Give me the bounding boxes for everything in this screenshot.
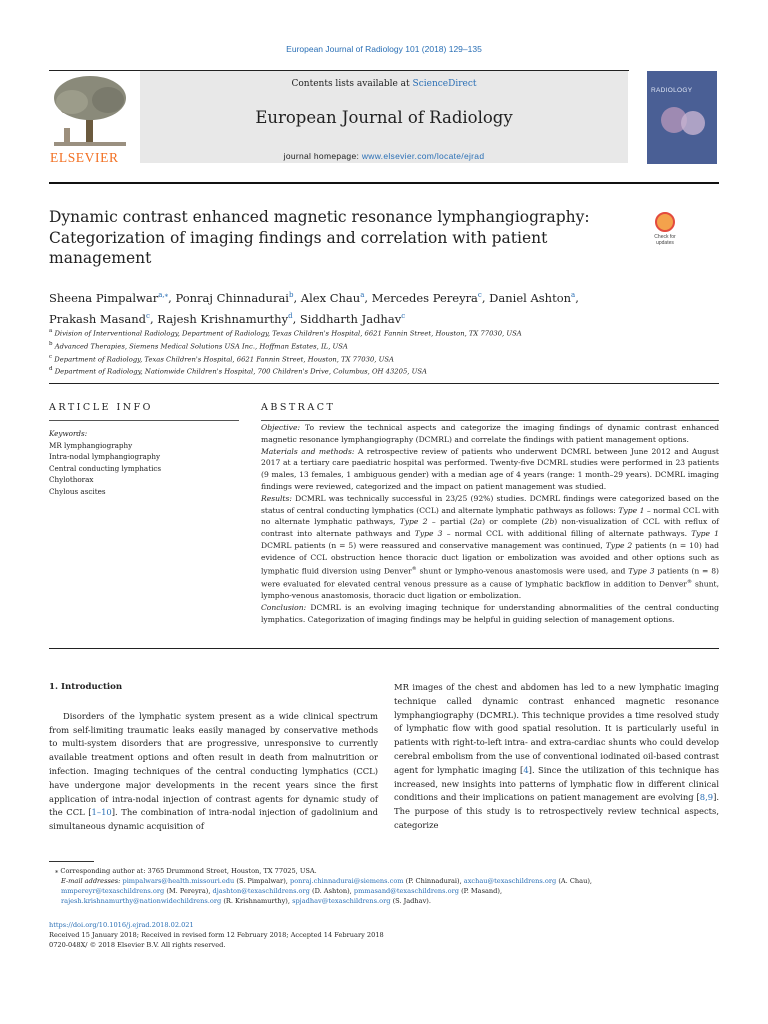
author-affiliation-mark[interactable]: b — [288, 291, 294, 299]
homepage-link[interactable]: www.elsevier.com/locate/ejrad — [361, 151, 485, 161]
affiliation-text: Department of Radiology, Nationwide Children's Hospital, 700 Children's Drive, Columbus, OH 43205, USA — [52, 367, 427, 376]
author-name: Sheena Pimpalwar — [49, 290, 159, 305]
section-heading-introduction: 1. Introduction — [49, 682, 123, 692]
author-separator: , — [149, 311, 158, 326]
results-text: – partial ( — [427, 517, 473, 527]
affiliation-line — [49, 364, 689, 377]
citation-link[interactable]: 4 — [523, 764, 529, 775]
citation-link[interactable]: 1–10 — [91, 807, 112, 818]
email-owner: (P. Masand), — [458, 887, 503, 895]
results-label: Results: — [261, 493, 292, 503]
email-owner: (S. Jadhav). — [390, 897, 431, 905]
author-affiliation-mark[interactable]: a — [571, 291, 576, 299]
keyword: Chylothorax — [49, 475, 94, 484]
email-owner: (R. Krishnamurthy), — [221, 897, 293, 905]
type-label: Type 3 — [414, 529, 443, 539]
objective-label: Objective: — [261, 423, 301, 432]
keyword: Chylous ascites — [49, 486, 106, 496]
author-separator: , — [481, 290, 490, 305]
email-link[interactable]: spjadhav@texaschildrens.org — [292, 897, 391, 905]
keyword: MR lymphangiography — [49, 440, 133, 450]
email-link[interactable]: pmmasand@texaschildrens.org — [353, 887, 459, 895]
author-name: Alex Chau — [300, 290, 361, 305]
doi-link[interactable]: https://doi.org/10.1016/j.ejrad.2018.02.021 — [49, 921, 194, 929]
journal-name: European Journal of Radiology — [255, 108, 513, 127]
type-label: Type 2 — [605, 540, 633, 550]
author-name: Siddharth Jadhav — [299, 311, 402, 326]
author-name: Rajesh Krishnamurthy — [157, 311, 289, 326]
type-label: Type 3 — [628, 566, 655, 576]
affiliations — [49, 326, 689, 377]
author-list — [49, 286, 669, 328]
affiliation-mark: b — [49, 340, 53, 347]
keywords-block — [49, 428, 239, 497]
results-text: DCMRL patients (n = 5) were reassured and conservative management was continued, — [261, 540, 606, 550]
email-link[interactable]: djashton@texaschildrens.org — [212, 887, 310, 895]
keywords-label: Keywords: — [49, 429, 88, 438]
intro-paragraph — [49, 710, 378, 834]
check-updates-icon — [655, 212, 675, 232]
author-separator: , — [575, 290, 579, 305]
conclusion-text: DCMRL is an evolving imaging technique for understanding abnormalities of the central conducting lymphatics. Categorization of imaging findings may be helpful in guiding selection of management options. — [261, 603, 719, 624]
email-link[interactable]: mmpereyr@texaschildrens.org — [61, 887, 165, 895]
author-separator: , — [292, 311, 300, 326]
info-rule — [49, 420, 239, 421]
email-owner: (P. Chinnadurai), — [403, 877, 464, 885]
affiliation-mark: c — [49, 353, 53, 360]
contents-line: Contents lists available at ScienceDirect — [291, 79, 477, 89]
paragraph-text: ]. The purpose of this study is to retrospectively review technical aspects, categorize — [394, 792, 719, 830]
methods-text: A retrospective review of patients who underwent DCMRL between June 2012 and August 2017 at a tertiary care paediatric hospital was performed. Twenty-five DCMRL studies were performed in 23 patients (9 males, 13 females, 1 ambiguous gender) with a median age of 4 years (range: 1 month–29 years). DCMRL imaging findings were reviewed, categorized and the impact on patient management was studied. — [261, 446, 719, 491]
type-label: Type 1 — [691, 529, 719, 539]
publisher-logo-text: ELSEVIER — [50, 150, 119, 165]
email-label: E-mail addresses: — [61, 877, 123, 885]
footnote-rule — [49, 861, 94, 862]
results-text: – normal CCL with no alternate lymphatic pathways, — [261, 505, 719, 527]
corresponding-author: ⁎ Corresponding author at: 3765 Drummond Street, Houston, TX 77025, USA. — [55, 867, 317, 875]
type-label: 2a — [472, 517, 483, 527]
author-name: Daniel Ashton — [489, 290, 572, 305]
intro-paragraph-continued — [394, 681, 719, 833]
affiliation-text: Division of Interventional Radiology, Department of Radiology, Texas Children's Hospital, 6621 Fannin Street, Houston, TX 77030, USA — [52, 329, 522, 338]
abstract-heading: ABSTRACT — [261, 402, 336, 413]
results-text: patients (n = 10) had evidence of CCL obstruction hence thoracic duct ligation or embolization was avoided and other options such as lymphatic fluid diversion using Denver — [261, 540, 719, 576]
email-link[interactable]: rajesh.krishnamurthy@nationwidechildrens.org — [61, 897, 222, 905]
type-label: Type 1 — [618, 505, 645, 515]
cover-title: RADIOLOGY — [651, 87, 693, 94]
abstract-text — [261, 422, 719, 626]
email-owner: (M. Pereyra), — [164, 887, 213, 895]
author-name: Prakash Masand — [49, 311, 147, 326]
paragraph-text: MR images of the chest and abdomen has led to a new lymphatic imaging technique called dynamic contrast enhanced magnetic resonance lymphangiography (DCMRL). This technique provides a time resolved study of lymphatic flow with good spatial resolution. It is particularly useful in patients with right-to-left intra- and extra-cardiac shunts who could develop cerebral embolism from the use of conventional iodinated oil-based contrast agent for lymphatic imaging [ — [394, 682, 719, 775]
results-text: ) or complete ( — [482, 517, 545, 527]
paragraph-text: ]. The combination of intra-nodal injection of gadolinium and simultaneous dynamic acquisition of — [49, 807, 378, 832]
type-label: Type 2 — [399, 517, 428, 527]
email-link[interactable]: pimpalwars@health.missouri.edu — [122, 877, 235, 885]
author-separator: , — [293, 290, 301, 305]
elsevier-tree-logo — [50, 72, 130, 150]
affiliation-mark: d — [49, 366, 53, 373]
copyright: 0720-048X/ © 2018 Elsevier B.V. All rights reserved. — [49, 941, 226, 949]
affiliation-line — [49, 352, 689, 365]
journal-cover-image — [647, 71, 717, 164]
paragraph-text: Disorders of the lymphatic system present as a wide clinical spectrum from self-limiting traumatic leaks easily managed by conservative methods to multi-system disorders that are progressive, unresponsive to currently available treatment options and often result in death from malnutrition or infection. Imaging techniques of the central conducting lymphatics (CCL) have undergone major developments in the recent years since the first application of intra-nodal injection of contrast agents for dynamic study of the CCL [ — [49, 710, 378, 818]
email-owner: (D. Ashton), — [309, 887, 354, 895]
received-dates: Received 15 January 2018; Received in revised form 12 February 2018; Accepted 14 February 2018 — [49, 931, 384, 939]
author-affiliation-mark[interactable]: c — [401, 311, 406, 320]
sciencedirect-link[interactable]: ScienceDirect — [412, 79, 477, 89]
email-link[interactable]: axchau@texaschildrens.org — [463, 877, 557, 885]
homepage-line: journal homepage: www.elsevier.com/locate/ejrad — [283, 151, 485, 161]
results-text: patients (n = 8) were evaluated for elevated central venous pressure as a cause of lymphatic backflow in addition to Denver — [261, 566, 719, 589]
header-bottom-rule — [49, 182, 719, 184]
affiliation-mark: a — [49, 328, 53, 334]
abstract-bottom-rule — [49, 648, 719, 649]
keyword: Intra-nodal lymphangiography — [49, 452, 161, 461]
author-name: Ponraj Chinnadurai — [175, 290, 289, 305]
author-separator: , — [364, 290, 372, 305]
body-left-column — [49, 681, 378, 834]
registered-mark: ® — [411, 565, 417, 572]
email-link[interactable]: ponraj.chinnadurai@siemens.com — [289, 877, 404, 885]
affiliation-text: Advanced Therapies, Siemens Medical Solutions USA Inc., Hoffman Estates, IL, USA — [52, 342, 348, 351]
affiliation-text: Department of Radiology, Texas Children's Hospital, 6621 Fannin Street, Houston, TX 77030, USA — [52, 354, 394, 363]
email-owner: (S. Pimpalwar), — [234, 877, 290, 885]
author-affiliation-mark[interactable]: c — [477, 291, 482, 299]
results-text: DCMRL was technically successful in 23/25 (92%) studies. DCMRL findings were categorized based on the status of central conducting lymphatics (CCL) and alternate lymphatic pathways as follows: — [261, 493, 719, 515]
results-text: shunt, lympho-venous anastomosis, thoracic duct ligation or embolization. — [261, 579, 720, 601]
footnotes — [49, 866, 719, 906]
keyword: Central conducting lymphatics — [49, 463, 162, 473]
author-name: Mercedes Pereyra — [371, 290, 478, 305]
email-addresses — [49, 876, 719, 906]
check-updates-label: Check for updates — [654, 234, 676, 246]
registered-mark: ® — [686, 578, 692, 585]
article-meta — [49, 920, 719, 950]
results-text: shunt or lympho-venous anastomosis were used, and — [416, 566, 629, 576]
journal-reference[interactable]: European Journal of Radiology 101 (2018) 129–135 — [286, 44, 482, 54]
email-owner: (A. Chau), — [556, 877, 592, 885]
abstract-rule — [261, 420, 719, 421]
objective-text: To review the technical aspects and categorize the imaging findings of dynamic contrast enhanced magnetic resonance lymphangiography (DCMRL) and correlate the findings with patient management options. — [261, 423, 719, 444]
conclusion-label: Conclusion: — [261, 603, 307, 613]
author-affiliation-mark[interactable]: a — [360, 291, 365, 299]
affiliation-line — [49, 339, 689, 352]
author-affiliation-mark[interactable]: c — [146, 311, 150, 320]
author-affiliation-mark[interactable]: a,⁎ — [158, 291, 169, 299]
results-text: – normal CCL with additional filling of alternate pathways. — [442, 529, 692, 539]
cover-circle — [681, 111, 705, 135]
citation-link[interactable]: 8,9 — [699, 792, 714, 803]
results-text: ) non-visualization of CCL with reflux of contrast into alternate pathways and — [261, 517, 719, 539]
type-label: 2b — [544, 517, 555, 527]
methods-label: Materials and methods: — [261, 446, 355, 456]
section-rule — [49, 383, 719, 384]
affiliation-line — [49, 326, 689, 339]
article-title: Dynamic contrast enhanced magnetic resonance lymphangiography: Categorization of imaging findings and correlation with patient management — [49, 208, 590, 267]
article-info-heading: ARTICLE INFO — [49, 402, 153, 413]
keyword-list — [49, 440, 239, 498]
paragraph-text: ]. Since the utilization of this technique has increased, new insights into patterns of lymphatic flow in different clinical conditions and their implications on patient management are evolving [ — [394, 764, 720, 803]
author-separator: , — [168, 290, 176, 305]
author-affiliation-mark[interactable]: d — [288, 311, 293, 320]
check-for-updates-button[interactable] — [648, 212, 682, 246]
body-right-column — [394, 681, 719, 833]
